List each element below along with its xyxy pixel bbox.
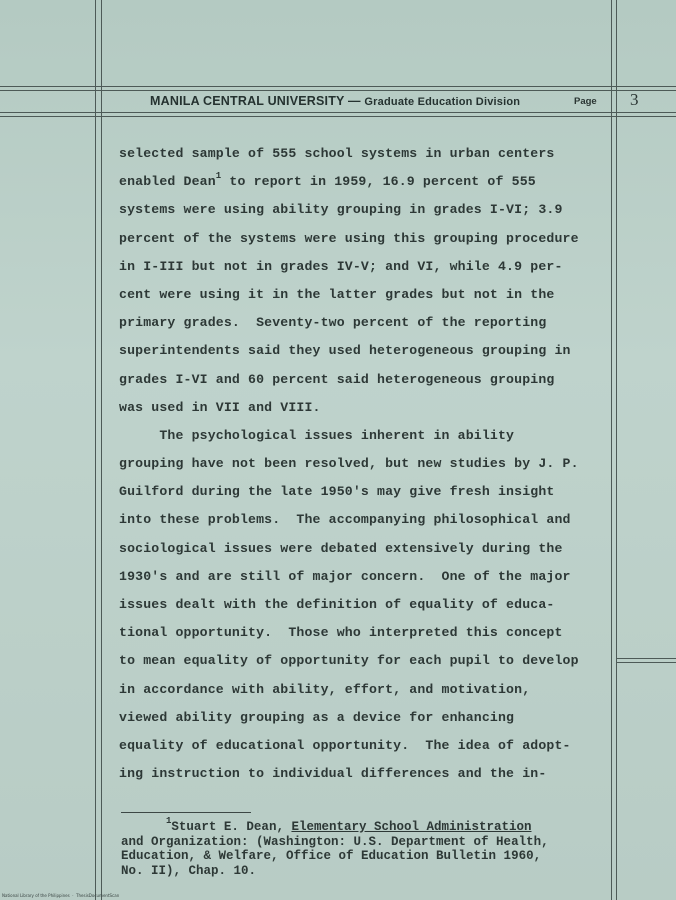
text-line: systems were using ability grouping in grades I-VI; 3.9	[119, 202, 563, 218]
text-line: grades I-VI and 60 percent said heterogeneous grouping	[119, 371, 555, 387]
text-line: selected sample of 555 school systems in urban centers	[119, 146, 555, 161]
text-line: grouping have not been resolved, but new studies by J. P.	[119, 456, 579, 472]
text-line: into these problems. The accompanying philosophical and	[119, 512, 571, 528]
text-line: The psychological issues inherent in ability	[119, 427, 515, 443]
text-line: primary grades. Seventy-two percent of the reporting	[119, 315, 547, 331]
page-number: 3	[630, 90, 639, 109]
header-dash: —	[344, 94, 365, 108]
text-line: tional opportunity. Those who interpreted this concept	[119, 625, 563, 641]
header-rule-bottom	[0, 112, 676, 113]
text-line: superintendents said they used heterogeneous grouping in	[119, 343, 571, 359]
header-rule-top-2	[0, 90, 676, 91]
text-line: 1930's and are still of major concern. One of the major	[119, 568, 571, 584]
text-line: viewed ability grouping as a device for enhancing	[119, 709, 515, 725]
text-line: ing instruction to individual differences and the in-	[119, 766, 547, 782]
page-label: Page	[574, 96, 597, 107]
left-margin-rule-outer	[95, 0, 96, 900]
text-line: to mean equality of opportunity for each pupil to develop	[119, 653, 579, 669]
footnote-line: $^1$Stuart E. Dean, Elementary School Administration	[166, 816, 532, 834]
footnote-mark: 1	[166, 816, 172, 826]
text-line: Guilford during the late 1950's may give fresh insight	[119, 484, 555, 500]
text-line: equality of educational opportunity. The idea of adopt-	[119, 737, 571, 753]
header-title	[150, 94, 520, 108]
text-line: issues dealt with the definition of equality of educa-	[119, 597, 555, 612]
text-line: sociological issues were debated extensively during the	[119, 540, 563, 556]
division-name: Graduate Education Division	[364, 96, 521, 108]
footnote-separator	[121, 812, 251, 813]
footnote-line: and Organization: (Washington: U.S. Department of Health,	[121, 834, 549, 849]
footnote-line: No. II), Chap. 10.	[121, 863, 257, 878]
text-line: percent of the systems were using this grouping procedure	[119, 230, 579, 246]
text-line: in accordance with ability, effort, and motivation,	[119, 681, 531, 697]
scan-caption: National Library of the Philippines · ThesisDocumentScan	[2, 893, 120, 898]
text-line: cent were using it in the latter grades but not in the	[119, 286, 555, 302]
header-rule-top	[0, 86, 676, 87]
body-text	[119, 140, 629, 788]
text-line: enabled Dean$^1$ to report in 1959, 16.9 percent of 555	[119, 171, 536, 190]
text-line: was used in VII and VIII.	[119, 399, 321, 415]
footnote-line: Education, & Welfare, Office of Education Bulletin 1960,	[121, 849, 542, 863]
header-rule-bottom-2	[0, 116, 676, 117]
footnote	[121, 816, 621, 878]
footnote-book-title: Elementary School Administration	[291, 820, 532, 834]
university-name: MANILA CENTRAL UNIVERSITY	[150, 94, 345, 108]
left-margin-rule-inner	[101, 0, 102, 900]
text-line: in I-III but not in grades IV-V; and VI, while 4.9 per-	[119, 258, 563, 274]
footnote-reference: 1	[215, 171, 222, 182]
